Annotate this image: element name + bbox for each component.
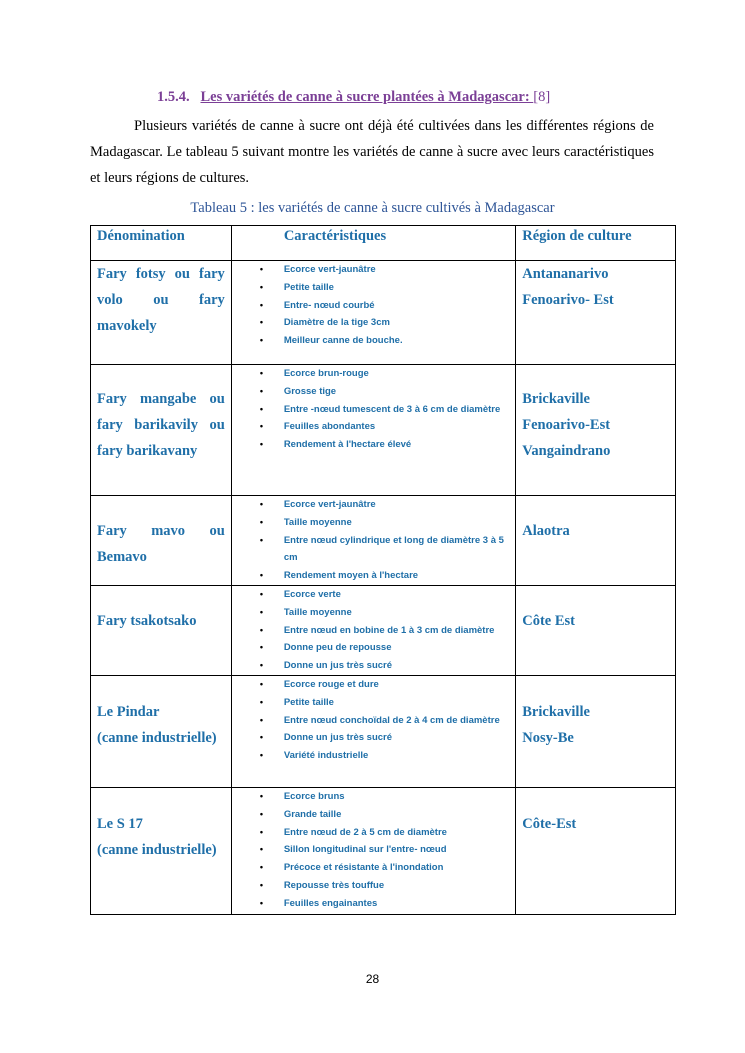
feature-item: • Précoce et résistante à l'inondation — [284, 859, 509, 877]
section-title: Les variétés de canne à sucre plantées à Madagascar: — [200, 89, 534, 105]
feature-item: • Rendement moyen à l'hectare — [284, 567, 509, 585]
section-heading — [157, 89, 550, 106]
variety-name: Le Pindar — [97, 704, 160, 720]
variety-subtitle: (canne industrielle) — [97, 842, 217, 858]
region-name: Brickaville — [522, 391, 590, 407]
variety-name-block — [91, 699, 231, 751]
feature-item: • Ecorce rouge et dure — [284, 676, 509, 694]
region-name: Fenoarivo-Est — [522, 417, 611, 433]
table-row — [91, 261, 676, 365]
feature-item: • Entre nœud conchoïdal de 2 à 4 cm de diamètre — [284, 712, 509, 730]
feature-item: • Repousse très touffue — [284, 877, 509, 895]
region-name: Côte Est — [522, 613, 576, 629]
feature-item: • Meilleur canne de bouche. — [284, 332, 509, 350]
table-header-row — [91, 226, 676, 261]
table-row — [91, 365, 676, 496]
feature-item: • Grande taille — [284, 806, 509, 824]
features-list — [232, 676, 515, 765]
region-list — [516, 518, 675, 544]
feature-item: • Diamètre de la tige 3cm — [284, 314, 509, 332]
feature-item: • Rendement à l'hectare élevé — [284, 436, 509, 454]
varieties-table — [90, 225, 676, 915]
region-list — [516, 811, 675, 837]
feature-item: • Ecorce brun-rouge — [284, 365, 509, 383]
feature-item: • Donne un jus très sucré — [284, 657, 509, 675]
features-list — [232, 586, 515, 675]
table-row — [91, 496, 676, 586]
variety-subtitle: (canne industrielle) — [97, 730, 217, 746]
feature-item: • Donne un jus très sucré — [284, 729, 509, 747]
table-row — [91, 586, 676, 676]
section-number: 1.5.4. — [157, 89, 190, 105]
feature-item: • Entre- nœud courbé — [284, 297, 509, 315]
feature-item: • Taille moyenne — [284, 604, 509, 622]
feature-item: • Entre nœud cylindrique et long de diamètre 3 à 5 cm — [284, 532, 509, 568]
feature-item: • Feuilles abondantes — [284, 418, 509, 436]
feature-item: • Ecorce vert-jaunâtre — [284, 496, 509, 514]
variety-name: Fary mangabe ou fary barikavily ou fary barikavany — [97, 391, 225, 459]
feature-item: • Petite taille — [284, 694, 509, 712]
feature-item: • Ecorce verte — [284, 586, 509, 604]
region-name: Fenoarivo- Est — [522, 292, 614, 308]
feature-item: • Feuilles engainantes — [284, 895, 509, 913]
features-list — [232, 496, 515, 585]
feature-item: • Ecorce vert-jaunâtre — [284, 261, 509, 279]
header-caracteristiques: Caractéristiques — [283, 228, 387, 244]
feature-item: • Grosse tige — [284, 383, 509, 401]
region-list — [516, 608, 675, 634]
feature-item: • Entre nœud en bobine de 1 à 3 cm de diamètre — [284, 622, 509, 640]
variety-name: Fary fotsy ou fary volo ou fary mavokely — [97, 266, 225, 334]
feature-item: • Entre -nœud tumescent de 3 à 6 cm de diamètre — [284, 401, 509, 419]
region-list — [516, 261, 675, 313]
region-name: Côte-Est — [522, 816, 577, 832]
table-row — [91, 788, 676, 915]
region-list — [516, 699, 675, 751]
feature-item: • Sillon longitudinal sur l'entre- nœud — [284, 841, 509, 859]
variety-name: Le S 17 — [97, 816, 143, 832]
region-list — [516, 386, 675, 464]
variety-name: Fary mavo ou Bemavo — [97, 523, 225, 565]
intro-text: Plusieurs variétés de canne à sucre ont déjà été cultivées dans les différentes régions de Madagascar. Le tableau 5 suivant montre les variétés de canne à sucre avec leurs caractéristiques et leurs régions de cultures. — [90, 118, 654, 186]
feature-item: • Taille moyenne — [284, 514, 509, 532]
region-name: Alaotra — [522, 523, 570, 539]
table-caption: Tableau 5 : les variétés de canne à sucre cultivés à Madagascar — [190, 200, 555, 216]
feature-item: • Entre nœud de 2 à 5 cm de diamètre — [284, 824, 509, 842]
features-list — [232, 261, 515, 350]
region-name: Vangaindrano — [522, 443, 611, 459]
variety-name-block — [91, 811, 231, 863]
region-name: Brickaville — [522, 704, 590, 720]
header-region: Région de culture — [522, 228, 632, 244]
region-name: Nosy-Be — [522, 730, 574, 746]
feature-item: • Donne peu de repousse — [284, 639, 509, 657]
feature-item: • Ecorce bruns — [284, 788, 509, 806]
region-name: Antananarivo — [522, 266, 609, 282]
page-number: 28 — [365, 972, 380, 986]
feature-item: • Petite taille — [284, 279, 509, 297]
variety-name: Fary tsakotsako — [97, 613, 197, 629]
intro-paragraph — [90, 113, 654, 191]
features-list — [232, 365, 515, 454]
features-list — [232, 788, 515, 913]
table-row — [91, 676, 676, 788]
section-reference: [8] — [533, 89, 551, 105]
header-denomination: Dénomination — [97, 228, 185, 244]
feature-item: • Variété industrielle — [284, 747, 509, 765]
